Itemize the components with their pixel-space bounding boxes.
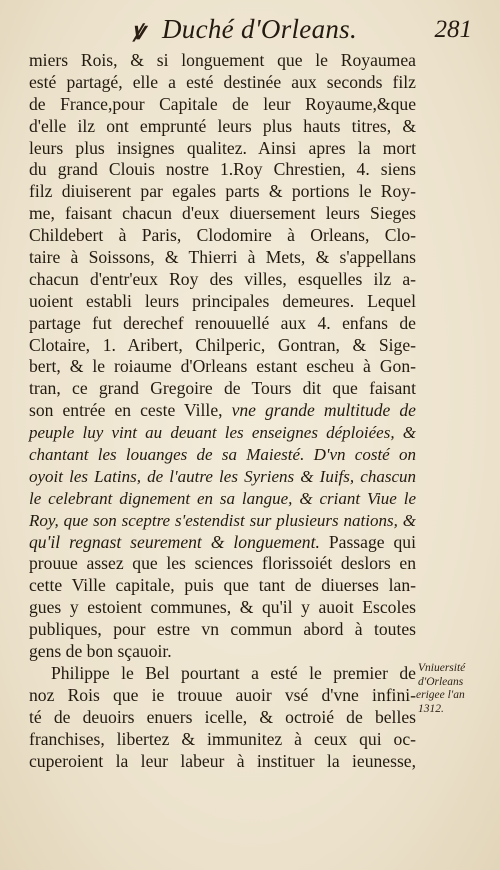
text-line: té de deuoirs enuers icelle, & octroié de belles: [29, 706, 416, 727]
page-number: 281: [434, 16, 472, 43]
italic-text: qu'il regnast seurement & longuement.: [29, 531, 329, 552]
text-line: Childebert à Paris, Clodomire à Orleans, Clo-: [29, 225, 416, 246]
roman-text: Passage qui: [328, 531, 416, 552]
italic-text: vne grande multitude de: [231, 400, 416, 421]
text-line: le celebrant dignement en sa langue, & criant Viue le: [29, 488, 416, 508]
text-line: [29, 532, 416, 554]
text-line: du grand Clouis nostre 1.Roy Chrestien, 4. siens: [29, 159, 416, 180]
text-line: bert, & le roiaume d'Orleans estant escheu à Gon-: [29, 356, 416, 377]
text-line: esté partagé, elle a esté destinée aux seconds filz: [29, 71, 416, 92]
text-line: filz diuiserent par egales parts & portions le Roy-: [29, 181, 416, 202]
text-line: publiques, pour estre vn commun abord à toutes: [29, 619, 416, 640]
text-line: prouue assez que les sciences florissoiét deslors en: [29, 553, 416, 574]
text-line: chacun d'entr'eux Roy des villes, esquelles ilz a-: [29, 268, 416, 289]
text-line: peuple luy vint au deuant les enseignes déploiées, &: [29, 423, 416, 443]
text-line: partage fut derechef renouuellé aux 4. enfans de: [29, 312, 416, 333]
text-line: Roy, que son sceptre s'estendist sur plusieurs nations, &: [29, 510, 416, 530]
text-line: noz Rois que ie trouue auoir vsé d'vne infini-: [29, 684, 416, 705]
text-line: chantant les louanges de sa Maiesté. D'vn costé on: [29, 445, 416, 465]
margin-note-line: d'Orleans: [418, 675, 464, 688]
roman-text: son entrée en ceste Ville,: [29, 400, 232, 421]
text-line: leurs plus insignes qualitez. Ainsi apres la mort: [29, 137, 416, 158]
text-line: uoient establi leurs principales demeures. Lequel: [29, 290, 416, 311]
text-line: oyoit les Latins, de l'autre les Syriens & Iuifs, chascun: [29, 466, 416, 486]
text-line: gens de bon sçauoir.: [29, 641, 172, 662]
text-line: d'elle ilz ont emprunté leurs plus hauts titres, &: [29, 115, 416, 136]
text-line: miers Rois, & si longuement que le Royaumea: [29, 50, 416, 70]
body-text: [29, 50, 416, 772]
margin-note-line: erigee l'an: [416, 689, 465, 701]
text-line: tran, ce grand Gregoire de Tours dit que faisant: [29, 378, 416, 399]
text-line: [29, 400, 416, 422]
text-line: me, faisant chacun d'eux diuersement leurs Sieges: [29, 203, 416, 224]
text-line: cette Ville capitale, puis que tant de diuerses lan-: [29, 575, 416, 596]
text-line: Clotaire, 1. Aribert, Chilperic, Gontran, & Sige-: [29, 334, 416, 355]
running-header: [24, 12, 476, 46]
ornament-icon: ꝟ: [132, 16, 145, 45]
margin-note-line: 1312.: [418, 702, 444, 715]
text-line: Philippe le Bel pourtant a esté le premier de: [51, 662, 416, 683]
text-line: franchises, libertez & immunitez à ceux qui oc-: [29, 728, 416, 749]
text-line: cuperoient la leur labeur à instituer la ieunesse,: [29, 750, 416, 771]
text-line: taire à Soissons, & Thierri à Mets, & s'appellans: [29, 247, 416, 268]
margin-note-line: Vniuersité: [418, 662, 466, 674]
margin-note: [416, 662, 494, 716]
text-line: de France,pour Capitale de leur Royaume,&que: [29, 93, 416, 114]
text-line: gues y estoient communes, & qu'il y auoit Escoles: [29, 597, 416, 618]
running-title: Duché d'Orleans.: [162, 14, 358, 44]
